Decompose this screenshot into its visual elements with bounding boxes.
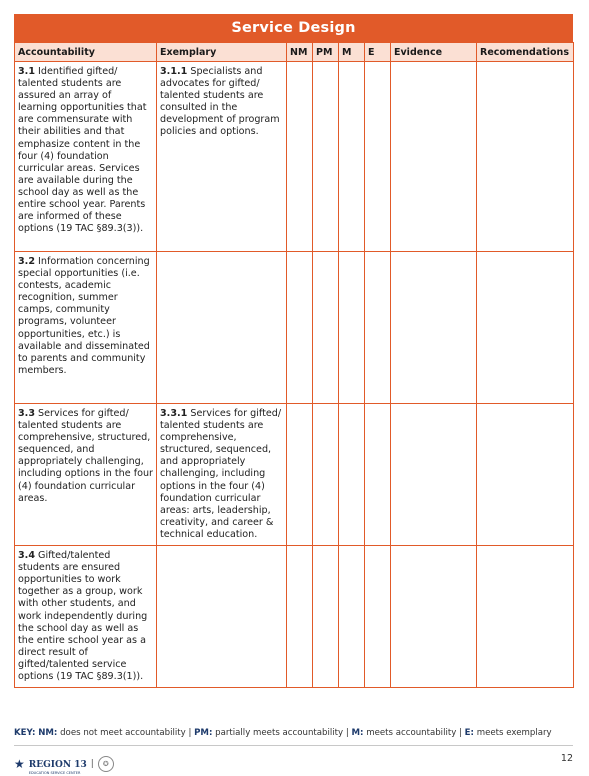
key-separator: |: [343, 728, 352, 738]
page-title: Service Design: [14, 14, 573, 42]
star-icon: ★: [14, 756, 25, 771]
table-row: [15, 62, 574, 252]
accountability-cell: [15, 404, 157, 546]
nm-cell[interactable]: [287, 546, 313, 688]
key-separator: |: [456, 728, 465, 738]
rubric-table: [14, 42, 574, 688]
item-number: 3.2: [18, 256, 35, 267]
nm-cell[interactable]: [287, 62, 313, 252]
recommendations-cell[interactable]: [477, 252, 574, 404]
footer-divider: [14, 745, 573, 746]
exemplary-cell: [157, 62, 287, 252]
table-row: [15, 546, 574, 688]
key-code-pm: PM:: [194, 728, 213, 738]
table-row: [15, 252, 574, 404]
table-header-row: [15, 43, 574, 62]
e-cell[interactable]: [365, 252, 391, 404]
item-text: Gifted/talented students are ensured opportunities to work together as a group, work with other students, and work independently during the school day as well as the entire school year as a direct result of gifted/talented service options (19 TAC §89.3(1)).: [18, 550, 148, 682]
e-cell[interactable]: [365, 546, 391, 688]
recommendations-cell[interactable]: [477, 62, 574, 252]
m-cell[interactable]: [339, 62, 365, 252]
col-header-pm: PM: [313, 43, 339, 62]
key-separator: |: [185, 728, 195, 738]
col-header-m: M: [339, 43, 365, 62]
nm-cell[interactable]: [287, 252, 313, 404]
col-header-nm: NM: [287, 43, 313, 62]
col-header-exemplary: Exemplary: [157, 43, 287, 62]
key-code-m: M:: [351, 728, 364, 738]
state-seal-icon: ✪: [98, 756, 114, 772]
page-number: 12: [560, 753, 573, 764]
m-cell[interactable]: [339, 404, 365, 546]
key-label: KEY:: [14, 728, 36, 738]
evidence-cell[interactable]: [391, 62, 477, 252]
accountability-cell: [15, 546, 157, 688]
nm-cell[interactable]: [287, 404, 313, 546]
exemplary-cell: [157, 546, 287, 688]
accountability-cell: [15, 62, 157, 252]
legend-key: [14, 728, 552, 738]
col-header-evidence: Evidence: [391, 43, 477, 62]
key-code-e: E:: [464, 728, 474, 738]
item-text: Services for gifted/ talented students are comprehensive, structured, sequenced, and appropriately challenging, including options in the four (4) foundation curricular areas.: [18, 408, 153, 504]
logo-text: REGION 13: [28, 760, 87, 770]
logo-wordmark: [29, 752, 87, 775]
recommendations-cell[interactable]: [477, 546, 574, 688]
pm-cell[interactable]: [313, 252, 339, 404]
key-code-nm: NM:: [38, 728, 58, 738]
exemplary-cell: [157, 252, 287, 404]
col-header-recommendations: Recomendations: [477, 43, 574, 62]
key-text-nm: does not meet accountability: [57, 728, 186, 738]
col-header-accountability: Accountability: [15, 43, 157, 62]
key-text-e: meets exemplary: [473, 728, 552, 738]
exemplary-cell: [157, 404, 287, 546]
key-text-m: meets accountability: [363, 728, 457, 738]
pm-cell[interactable]: [313, 546, 339, 688]
item-number: 3.4: [18, 550, 35, 562]
e-cell[interactable]: [365, 404, 391, 546]
m-cell[interactable]: [339, 546, 365, 688]
recommendations-cell[interactable]: [477, 404, 574, 546]
accountability-cell: [15, 252, 157, 404]
pm-cell[interactable]: [313, 62, 339, 252]
region13-logo: [14, 752, 114, 775]
evidence-cell[interactable]: [391, 252, 477, 404]
evidence-cell[interactable]: [391, 546, 477, 688]
logo-divider: |: [90, 758, 94, 769]
m-cell[interactable]: [339, 252, 365, 404]
logo-subtext: EDUCATION SERVICE CENTER: [28, 771, 81, 775]
evidence-cell[interactable]: [391, 404, 477, 546]
item-text: Specialists and advocates for gifted/ talented students are consulted in the development of program policies and options.: [160, 66, 280, 138]
item-number: 3.1: [18, 66, 35, 77]
item-number: 3.1.1: [160, 66, 188, 77]
pm-cell[interactable]: [313, 404, 339, 546]
key-text-pm: partially meets accountability: [212, 728, 344, 738]
item-text: Information concerning special opportunities (i.e. contests, academic recognition, summer camps, community programs, volunteer opportunities, etc.) is available and disseminated to parents and community members.: [18, 256, 150, 376]
item-text: Identified gifted/ talented students are assured an array of learning opportunities that are commensurate with their abilities and that emphasize content in the four (4) foundation curricular areas. Services are available during the school day as well as the entire school year. Parents are informed of these options (19 TAC §89.3(3)).: [18, 66, 147, 235]
e-cell[interactable]: [365, 62, 391, 252]
col-header-e: E: [365, 43, 391, 62]
table-row: [15, 404, 574, 546]
item-text: Services for gifted/ talented students are comprehensive, structured, sequenced, and appropriately challenging, including options in the four (4) foundation curricular areas: arts, leadership, creativity, and career & technical education.: [160, 408, 282, 540]
item-number: 3.3: [18, 408, 35, 419]
item-number: 3.3.1: [160, 408, 188, 419]
